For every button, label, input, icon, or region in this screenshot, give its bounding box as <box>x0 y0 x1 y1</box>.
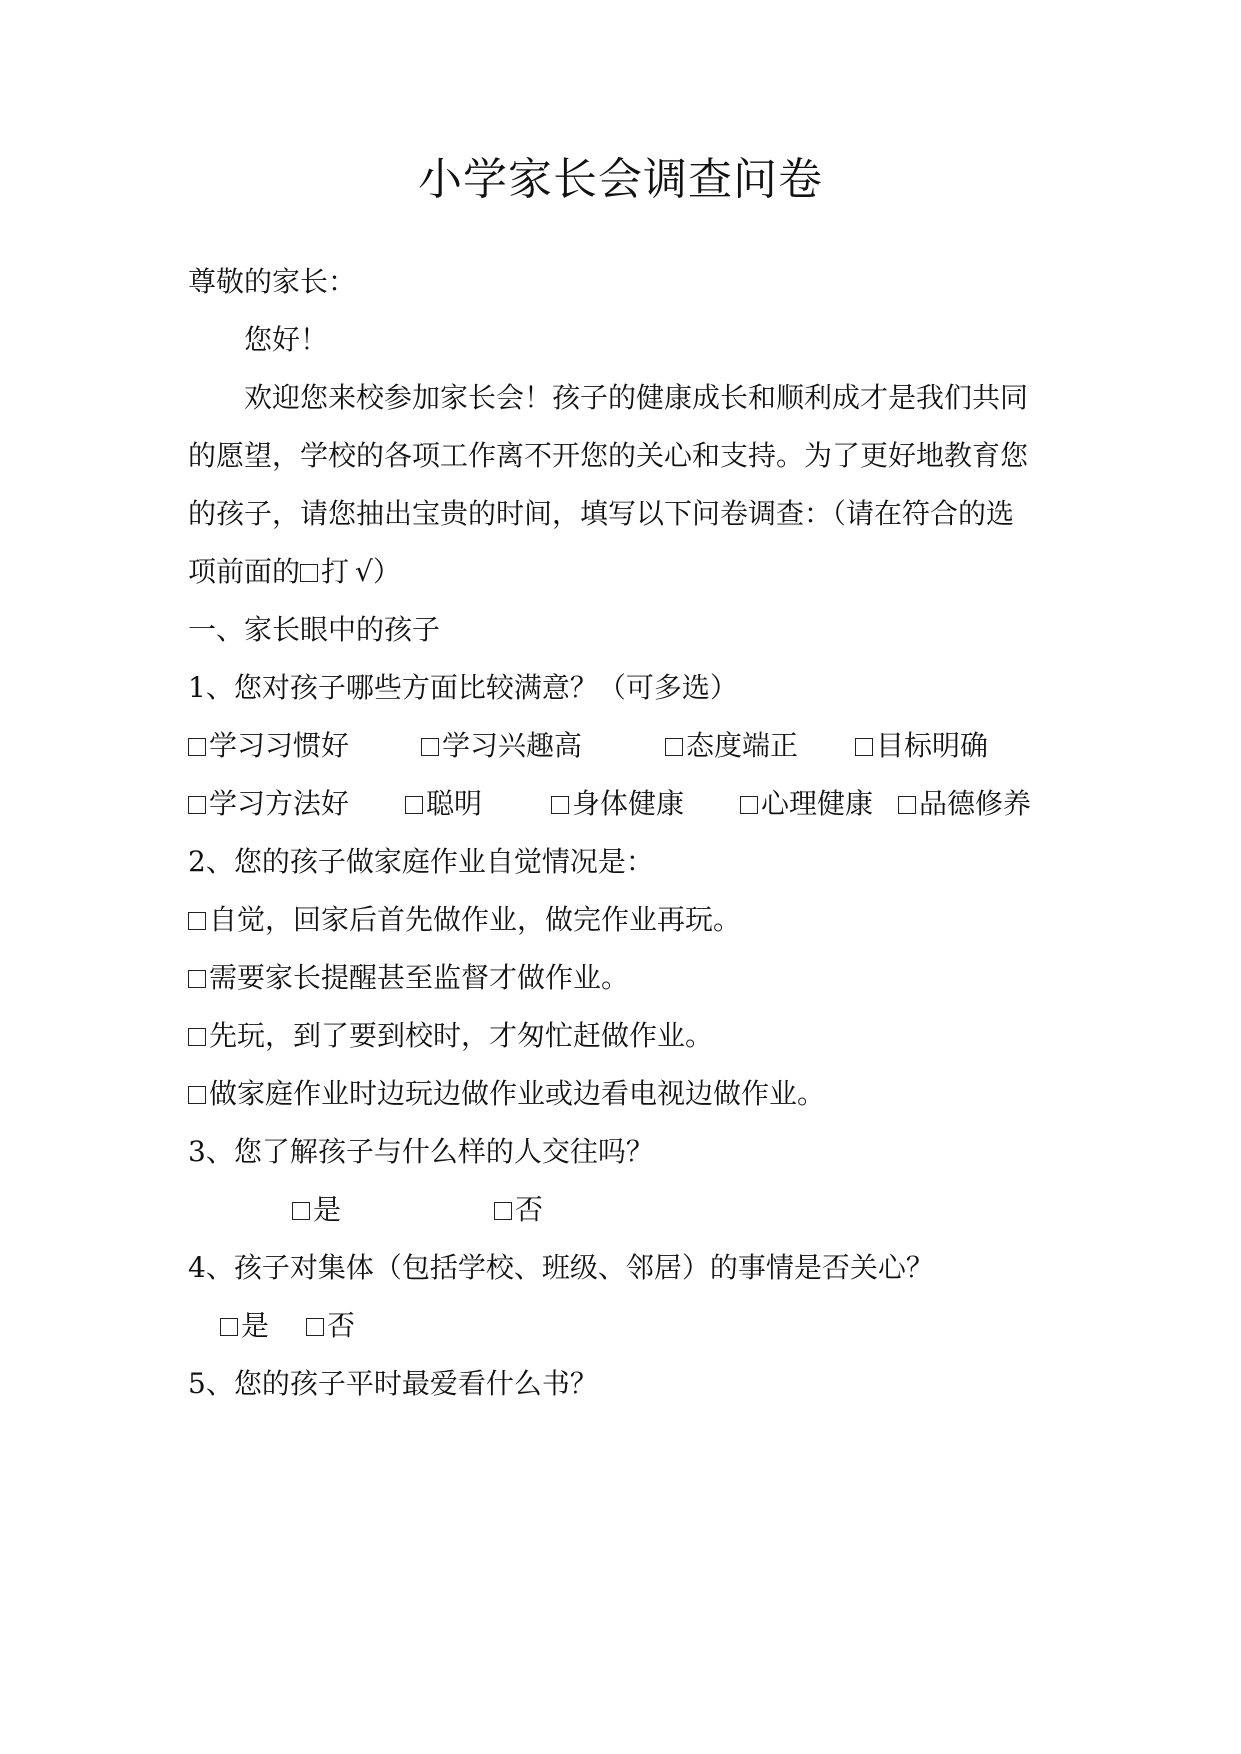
q1-option-smart[interactable]: 聪明 <box>405 784 482 824</box>
q1-option-morality[interactable]: 品德修养 <box>898 784 1031 824</box>
q1-option-study-habits[interactable]: 学习习惯好 <box>188 726 349 766</box>
checkbox-icon[interactable] <box>188 970 206 988</box>
q2-option-2[interactable]: 需要家长提醒甚至监督才做作业。 <box>188 958 629 998</box>
intro-line-1: 欢迎您来校参加家长会！孩子的健康成长和顺利成才是我们共同 <box>244 381 1029 414</box>
q1-option-study-interest[interactable]: 学习兴趣高 <box>421 726 582 766</box>
checkbox-icon[interactable] <box>188 1028 206 1046</box>
q3-option-no[interactable]: 否 <box>494 1190 543 1230</box>
greeting: 您好！ <box>244 323 329 356</box>
question-3: 3、您了解孩子与什么样的人交往吗？ <box>188 1135 654 1168</box>
checkbox-icon[interactable] <box>551 796 569 814</box>
q3-option-yes[interactable]: 是 <box>292 1190 341 1230</box>
checkbox-icon[interactable] <box>188 1086 206 1104</box>
question-4: 4、孩子对集体（包括学校、班级、邻居）的事情是否关心？ <box>188 1251 934 1284</box>
checkbox-icon[interactable] <box>421 738 439 756</box>
salutation: 尊敬的家长： <box>188 265 357 298</box>
checkbox-icon[interactable] <box>188 912 206 930</box>
question-1: 1、您对孩子哪些方面比较满意？（可多选） <box>188 671 738 704</box>
q4-option-yes[interactable]: 是 <box>220 1306 269 1346</box>
checkbox-icon[interactable] <box>306 1318 324 1336</box>
intro-line-2: 的愿望，学校的各项工作离不开您的关心和支持。为了更好地教育您 <box>188 439 1029 472</box>
question-5: 5、您的孩子平时最爱看什么书？ <box>188 1367 598 1400</box>
intro-line-3: 的孩子，请您抽出宝贵的时间，填写以下问卷调查：（请在符合的选 <box>188 497 1015 530</box>
intro-line-4 <box>188 552 401 592</box>
intro-last-suffix: 打 <box>321 555 350 588</box>
document-title: 小学家长会调查问卷 <box>418 154 823 205</box>
checkbox-icon[interactable] <box>220 1318 238 1336</box>
checkbox-sample-icon <box>300 564 318 582</box>
checkbox-icon[interactable] <box>898 796 916 814</box>
q1-option-physical-health[interactable]: 身体健康 <box>551 784 684 824</box>
q1-option-attitude[interactable]: 态度端正 <box>665 726 798 766</box>
intro-check-mark: √） <box>355 555 401 588</box>
q2-option-4[interactable]: 做家庭作业时边玩边做作业或边看电视边做作业。 <box>188 1074 825 1114</box>
q2-option-1[interactable]: 自觉，回家后首先做作业，做完作业再玩。 <box>188 900 741 940</box>
section-heading: 一、家长眼中的孩子 <box>188 613 441 646</box>
checkbox-icon[interactable] <box>188 796 206 814</box>
checkbox-icon[interactable] <box>188 738 206 756</box>
q1-option-study-methods[interactable]: 学习方法好 <box>188 784 349 824</box>
q1-option-clear-goals[interactable]: 目标明确 <box>855 726 988 766</box>
checkbox-icon[interactable] <box>740 796 758 814</box>
question-2: 2、您的孩子做家庭作业自觉情况是： <box>188 845 654 878</box>
checkbox-icon[interactable] <box>292 1202 310 1220</box>
intro-last-prefix: 项前面的 <box>188 555 301 588</box>
q1-option-mental-health[interactable]: 心理健康 <box>740 784 873 824</box>
checkbox-icon[interactable] <box>855 738 873 756</box>
q4-option-no[interactable]: 否 <box>306 1306 355 1346</box>
q2-option-3[interactable]: 先玩，到了要到校时，才匆忙赶做作业。 <box>188 1016 713 1056</box>
checkbox-icon[interactable] <box>665 738 683 756</box>
checkbox-icon[interactable] <box>494 1202 512 1220</box>
checkbox-icon[interactable] <box>405 796 423 814</box>
